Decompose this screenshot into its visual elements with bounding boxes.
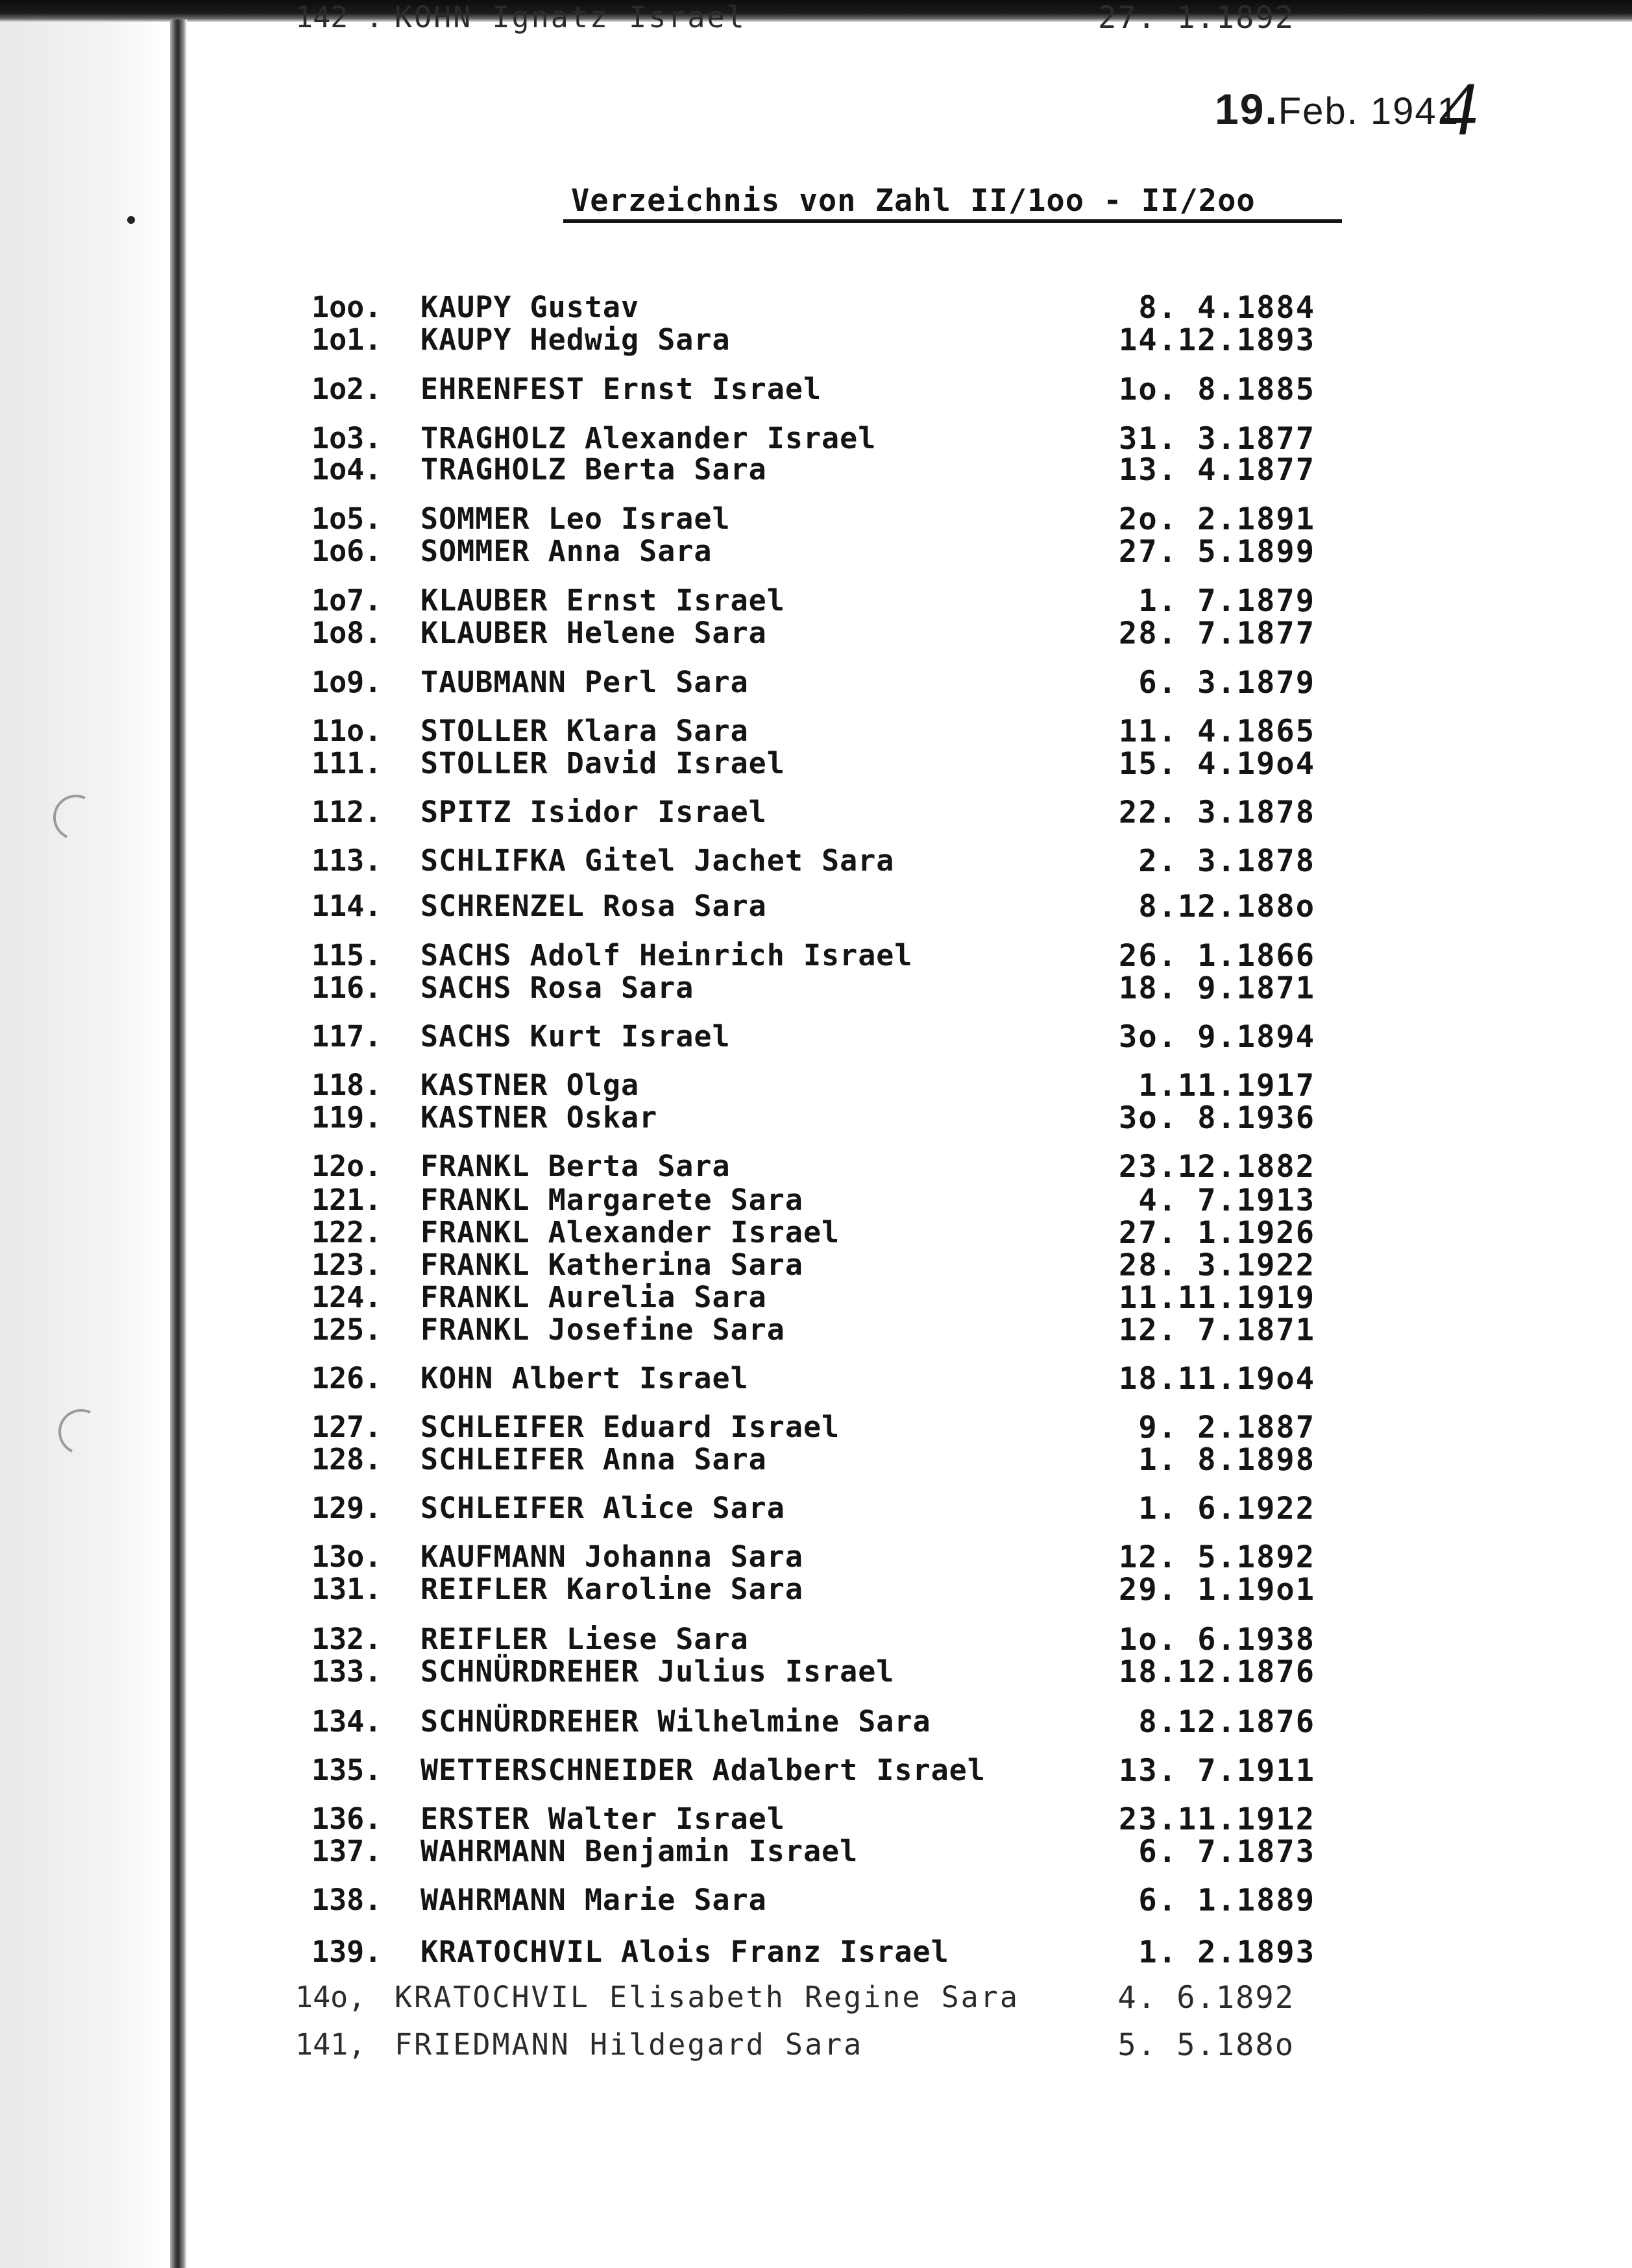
entry-birthdate: 5. 5.188o xyxy=(1117,2027,1295,2063)
list-item xyxy=(0,290,1632,326)
list-item xyxy=(0,714,1632,750)
entry-number: 127. xyxy=(311,1410,382,1444)
entry-birthdate: 13. 4.1877 xyxy=(1119,452,1315,488)
entry-name: FRANKL Berta Sara xyxy=(420,1149,731,1183)
entry-name: ERSTER Walter Israel xyxy=(420,1802,785,1836)
list-item xyxy=(0,1753,1632,1789)
entry-birthdate: 6. 1.1889 xyxy=(1138,1883,1315,1918)
entry-number: 1o3. xyxy=(311,421,382,455)
entry-birthdate: 8. 4.1884 xyxy=(1138,290,1315,326)
list-item xyxy=(0,1539,1632,1576)
entry-name: FRANKL Alexander Israel xyxy=(420,1215,840,1249)
entry-name: TRAGHOLZ Berta Sara xyxy=(420,452,767,487)
entry-number: 128. xyxy=(311,1442,382,1477)
entry-name: KAUFMANN Johanna Sara xyxy=(420,1539,803,1574)
entry-number: 142 . xyxy=(295,0,384,34)
entry-birthdate: 1o. 6.1938 xyxy=(1119,1622,1315,1658)
entry-number: 139. xyxy=(311,1935,382,1969)
entry-birthdate: 12. 7.1871 xyxy=(1119,1312,1315,1348)
list-item xyxy=(0,1622,1632,1658)
list-item xyxy=(0,1312,1632,1349)
list-item xyxy=(0,1019,1632,1056)
entry-name: EHRENFEST Ernst Israel xyxy=(420,372,822,406)
list-item xyxy=(0,534,1632,570)
list-item xyxy=(0,501,1632,538)
entry-number: 12o. xyxy=(311,1149,382,1183)
entry-birthdate: 3o. 8.1936 xyxy=(1119,1100,1315,1136)
entry-name: SCHNÜRDREHER Wilhelmine Sara xyxy=(420,1704,931,1739)
entry-birthdate: 27. 5.1899 xyxy=(1119,534,1315,570)
entry-birthdate: 11. 4.1865 xyxy=(1119,714,1315,749)
entry-number: 133. xyxy=(311,1654,382,1689)
list-item xyxy=(0,322,1632,359)
entry-number: 118. xyxy=(311,1068,382,1102)
entry-name: SACHS Kurt Israel xyxy=(420,1019,731,1054)
entry-birthdate: 6. 3.1879 xyxy=(1138,665,1315,701)
entry-name: KOHN Albert Israel xyxy=(420,1361,749,1395)
entry-birthdate: 8.12.188o xyxy=(1138,889,1315,924)
entry-birthdate: 27. 1.1926 xyxy=(1119,1215,1315,1251)
entry-birthdate: 14.12.1893 xyxy=(1119,322,1315,358)
entry-number: 1o1. xyxy=(311,322,382,357)
entry-birthdate: 3o. 9.1894 xyxy=(1119,1019,1315,1055)
entry-number: 1oo. xyxy=(311,290,382,324)
list-item xyxy=(0,0,1632,36)
entry-number: 1o6. xyxy=(311,534,382,568)
entry-number: 13o. xyxy=(311,1539,382,1574)
entry-number: 1o5. xyxy=(311,501,382,536)
entry-birthdate: 1. 7.1879 xyxy=(1138,583,1315,619)
list-item xyxy=(0,889,1632,925)
entry-birthdate: 13. 7.1911 xyxy=(1119,1753,1315,1789)
list-item xyxy=(0,1215,1632,1251)
list-item xyxy=(0,1068,1632,1104)
entry-birthdate: 11.11.1919 xyxy=(1119,1280,1315,1316)
list-item xyxy=(0,746,1632,782)
entry-birthdate: 28. 7.1877 xyxy=(1119,616,1315,651)
entry-name: SCHNÜRDREHER Julius Israel xyxy=(420,1654,895,1689)
entry-birthdate: 1. 6.1922 xyxy=(1138,1491,1315,1526)
list-item xyxy=(0,583,1632,620)
list-item xyxy=(0,616,1632,652)
entry-number: 117. xyxy=(311,1019,382,1054)
entry-birthdate: 1. 2.1893 xyxy=(1138,1935,1315,1970)
entry-birthdate: 1.11.1917 xyxy=(1138,1068,1315,1104)
entry-number: 1o4. xyxy=(311,452,382,487)
entry-number: 129. xyxy=(311,1491,382,1525)
entry-name: STOLLER Klara Sara xyxy=(420,714,749,748)
entry-birthdate: 26. 1.1866 xyxy=(1119,938,1315,974)
entry-name: SCHLEIFER Eduard Israel xyxy=(420,1410,840,1444)
entry-name: KAUPY Hedwig Sara xyxy=(420,322,731,357)
entry-number: 136. xyxy=(311,1802,382,1836)
entry-name: SACHS Rosa Sara xyxy=(420,971,694,1005)
entry-name: FRANKL Margarete Sara xyxy=(420,1183,803,1217)
list-item xyxy=(0,1442,1632,1478)
entry-number: 124. xyxy=(311,1280,382,1314)
entry-name: TAUBMANN Perl Sara xyxy=(420,665,749,699)
entry-name: STOLLER David Israel xyxy=(420,746,785,780)
entry-name: KASTNER Olga xyxy=(420,1068,640,1102)
entry-birthdate: 1. 8.1898 xyxy=(1138,1442,1315,1478)
list-item xyxy=(0,665,1632,701)
entry-birthdate: 23.12.1882 xyxy=(1119,1149,1315,1185)
entry-birthdate: 27. 1.1892 xyxy=(1098,0,1295,36)
entry-birthdate: 31. 3.1877 xyxy=(1119,421,1315,457)
entry-birthdate: 1o. 8.1885 xyxy=(1119,372,1315,407)
entry-name: SOMMER Leo Israel xyxy=(420,501,731,536)
entry-number: 1o2. xyxy=(311,372,382,406)
entry-number: 111. xyxy=(311,746,382,780)
list-item xyxy=(0,1183,1632,1219)
entry-number: 113. xyxy=(311,843,382,878)
handwritten-page-number: 4 xyxy=(1439,66,1478,151)
entry-name: SCHRENZEL Rosa Sara xyxy=(420,889,767,923)
entry-name: WETTERSCHNEIDER Adalbert Israel xyxy=(420,1753,986,1787)
entry-birthdate: 22. 3.1878 xyxy=(1119,795,1315,830)
entry-name: KRATOCHVIL Elisabeth Regine Sara xyxy=(395,1980,1019,2014)
stamp-day: 19. xyxy=(1215,85,1278,133)
entry-name: KLAUBER Ernst Israel xyxy=(420,583,785,618)
entry-name: FRANKL Josefine Sara xyxy=(420,1312,785,1347)
entry-name: REIFLER Karoline Sara xyxy=(420,1572,803,1606)
entry-name: SOMMER Anna Sara xyxy=(420,534,712,568)
entry-number: 115. xyxy=(311,938,382,972)
list-item xyxy=(0,1491,1632,1527)
entry-number: 11o. xyxy=(311,714,382,748)
entry-number: 116. xyxy=(311,971,382,1005)
list-item xyxy=(0,1280,1632,1316)
list-item xyxy=(0,1704,1632,1741)
entry-number: 125. xyxy=(311,1312,382,1347)
entry-number: 1o9. xyxy=(311,665,382,699)
entry-number: 112. xyxy=(311,795,382,829)
entry-birthdate: 28. 3.1922 xyxy=(1119,1248,1315,1283)
entry-number: 131. xyxy=(311,1572,382,1606)
list-item xyxy=(0,1654,1632,1691)
entry-birthdate: 2o. 2.1891 xyxy=(1119,501,1315,537)
list-item xyxy=(0,1834,1632,1870)
list-item xyxy=(0,971,1632,1007)
entry-name: SPITZ Isidor Israel xyxy=(420,795,767,829)
list-item xyxy=(0,843,1632,880)
entry-name: KAUPY Gustav xyxy=(420,290,640,324)
list-item xyxy=(0,938,1632,974)
entry-birthdate: 18.11.19o4 xyxy=(1119,1361,1315,1397)
entry-birthdate: 4. 7.1913 xyxy=(1138,1183,1315,1218)
entry-number: 134. xyxy=(311,1704,382,1739)
entry-number: 138. xyxy=(311,1883,382,1917)
entry-birthdate: 4. 6.1892 xyxy=(1117,1980,1295,2016)
entry-birthdate: 18. 9.1871 xyxy=(1119,971,1315,1006)
entry-name: SACHS Adolf Heinrich Israel xyxy=(420,938,913,972)
entry-birthdate: 9. 2.1887 xyxy=(1138,1410,1315,1445)
list-item xyxy=(0,1883,1632,1919)
list-item xyxy=(0,795,1632,831)
list-item xyxy=(0,1410,1632,1446)
entry-name: KASTNER Oskar xyxy=(420,1100,658,1135)
list-item xyxy=(0,1802,1632,1838)
entry-name: TRAGHOLZ Alexander Israel xyxy=(420,421,877,455)
page-title: Verzeichnis von Zahl II/1oo - II/2oo xyxy=(571,183,1256,219)
entry-name: WAHRMANN Benjamin Israel xyxy=(420,1834,859,1868)
entry-birthdate: 18.12.1876 xyxy=(1119,1654,1315,1690)
entry-birthdate: 8.12.1876 xyxy=(1138,1704,1315,1740)
entry-name: SCHLIFKA Gitel Jachet Sara xyxy=(420,843,895,878)
entry-number: 132. xyxy=(311,1622,382,1656)
entry-name: KLAUBER Helene Sara xyxy=(420,616,767,650)
entry-number: 121. xyxy=(311,1183,382,1217)
entry-birthdate: 12. 5.1892 xyxy=(1119,1539,1315,1575)
entry-birthdate: 29. 1.19o1 xyxy=(1119,1572,1315,1608)
list-item xyxy=(0,1100,1632,1137)
list-item xyxy=(0,1935,1632,1971)
entry-name: WAHRMANN Marie Sara xyxy=(420,1883,767,1917)
entry-name: SCHLEIFER Alice Sara xyxy=(420,1491,785,1525)
list-item xyxy=(0,1361,1632,1397)
list-item xyxy=(0,1980,1632,2016)
entry-number: 119. xyxy=(311,1100,382,1135)
list-item xyxy=(0,2027,1632,2064)
stamp-month-year: Feb. 1941 xyxy=(1278,90,1459,132)
entry-birthdate: 23.11.1912 xyxy=(1119,1802,1315,1837)
list-item xyxy=(0,1248,1632,1284)
entry-number: 1o8. xyxy=(311,616,382,650)
entry-number: 114. xyxy=(311,889,382,923)
entry-name: FRANKL Katherina Sara xyxy=(420,1248,803,1282)
entry-number: 137. xyxy=(311,1834,382,1868)
list-item xyxy=(0,1572,1632,1608)
entry-number: 126. xyxy=(311,1361,382,1395)
entry-number: 1o7. xyxy=(311,583,382,618)
entry-number: 135. xyxy=(311,1753,382,1787)
entry-name: FRIEDMANN Hildegard Sara xyxy=(395,2027,864,2062)
entry-name: KOHN Ignatz Israel xyxy=(395,0,746,34)
list-item xyxy=(0,452,1632,489)
list-item xyxy=(0,372,1632,408)
entry-number: 123. xyxy=(311,1248,382,1282)
list-item xyxy=(0,1149,1632,1185)
entry-birthdate: 6. 7.1873 xyxy=(1138,1834,1315,1870)
entry-name: SCHLEIFER Anna Sara xyxy=(420,1442,767,1477)
entry-number: 141, xyxy=(295,2027,366,2062)
entry-name: KRATOCHVIL Alois Franz Israel xyxy=(420,1935,949,1969)
entry-number: 122. xyxy=(311,1215,382,1249)
entry-birthdate: 2. 3.1878 xyxy=(1138,843,1315,879)
entry-name: FRANKL Aurelia Sara xyxy=(420,1280,767,1314)
entry-birthdate: 15. 4.19o4 xyxy=(1119,746,1315,782)
entry-number: 14o, xyxy=(295,1980,366,2014)
entry-name: REIFLER Liese Sara xyxy=(420,1622,749,1656)
